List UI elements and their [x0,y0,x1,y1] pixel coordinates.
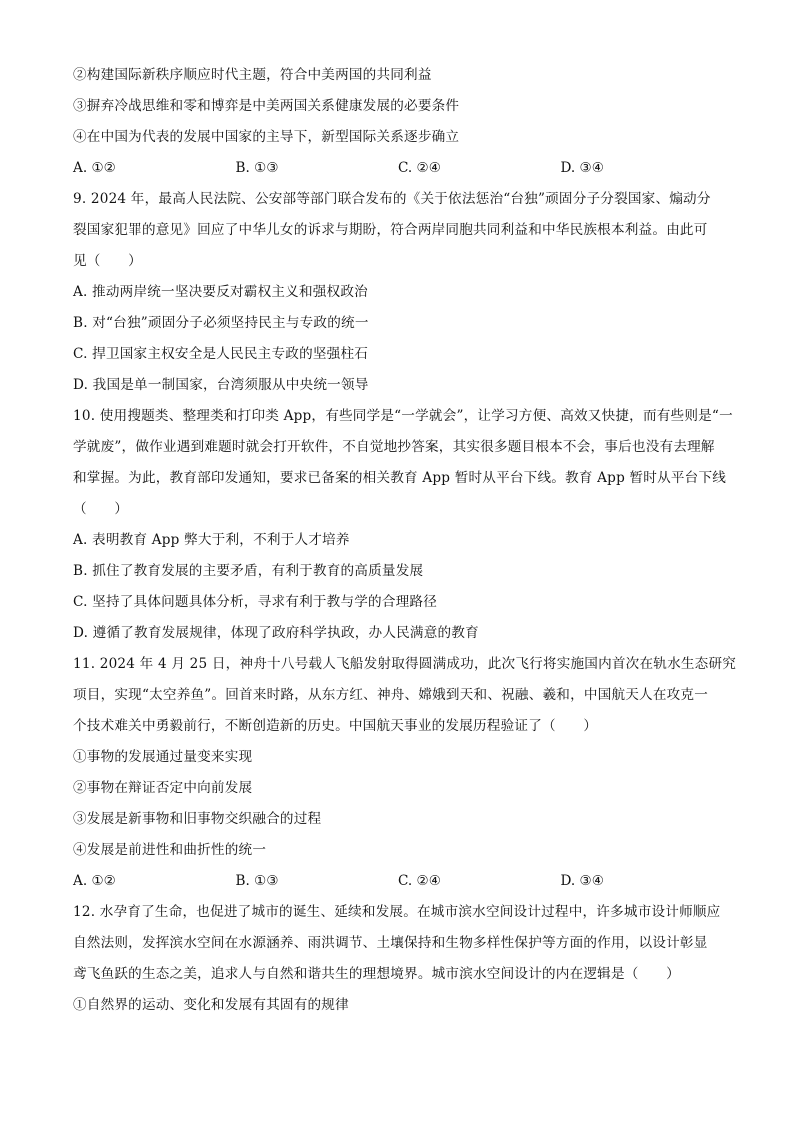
q9-option-c: C. 捍卫国家主权安全是人民民主专政的坚强柱石 [73,346,369,362]
q10-option-d: D. 遵循了教育发展规律，体现了政府科学执政，办人民满意的教育 [73,625,479,641]
q10-option-b: B. 抓住了教育发展的主要矛盾，有利于教育的高质量发展 [73,563,424,579]
q8-option-b: B. ①③ [235,160,279,176]
q12-stem-line: 鸢飞鱼跃的生态之美，追求人与自然和谐共生的理想境界。城市滨水空间设计的内在逻辑是（ ） [73,966,680,982]
q10-stem-line: 10. 使用搜题类、整理类和打印类 App，有些同学是“一学就会”，让学习方便、高效又快捷，而有些则是“一 [73,408,733,424]
q8-option-a: A. ①② [73,160,116,176]
q9-option-b: B. 对“台独”顽固分子必须坚持民主与专政的统一 [73,315,369,331]
q11-option-b: B. ①③ [235,873,279,889]
q12-stem-line: 自然法则，发挥滨水空间在水源涵养、雨洪调节、土壤保持和生物多样性保护等方面的作用，以设计彰显 [73,935,708,951]
question-9 [73,184,723,401]
question-11 [73,649,737,897]
q11-option-d: D. ③④ [560,873,604,889]
q10-option-c: C. 坚持了具体问题具体分析，寻求有利于教与学的合理路径 [73,594,438,610]
q12-item-1: ①自然界的运动、变化和发展有其固有的规律 [73,997,349,1013]
q9-option-d: D. 我国是单一制国家，台湾须服从中央统一领导 [73,377,369,393]
exam-page [73,60,737,1021]
q9-option-a: A. 推动两岸统一坚决要反对霸权主义和强权政治 [73,284,368,300]
q8-option-c: C. ②④ [398,160,441,176]
q11-stem-line: 项目，实现“太空养鱼”。回首来时路，从东方红、神舟、嫦娥到天和、祝融、羲和，中国航天人在攻克一 [73,687,709,703]
q9-stem-line: 见（ ） [73,253,142,269]
q11-options [73,866,723,897]
q9-stem-line: 裂国家犯罪的意见》回应了中华儿女的诉求与期盼，符合两岸同胞共同利益和中华民族根本利益。由此可 [73,222,708,238]
q8-continued-items [73,60,723,153]
q11-stem-line: 11. 2024 年 4 月 25 日，神舟十八号载人飞船发射取得圆满成功，此次飞行将实施国内首次在轨水生态研究 [73,656,737,672]
question-10 [73,401,733,649]
q10-stem-line: 和掌握。为此，教育部印发通知，要求已备案的相关教育 App 暂时从平台下线。教育 App 暂时从平台下线 [73,470,727,486]
q12-stem-line: 12. 水孕育了生命，也促进了城市的诞生、延续和发展。在城市滨水空间设计过程中，许多城市设计师顺应 [73,904,721,920]
q11-option-c: C. ②④ [398,873,441,889]
q11-item-4: ④发展是前进性和曲折性的统一 [73,842,267,858]
q8-item-2: ②构建国际新秩序顺应时代主题，符合中美两国的共同利益 [73,67,432,83]
q8-item-4: ④在中国为代表的发展中国家的主导下，新型国际关系逐步确立 [73,129,460,145]
q10-option-a: A. 表明教育 App 弊大于利，不利于人才培养 [73,532,350,548]
q8-item-3: ③摒弃冷战思维和零和博弈是中美两国关系健康发展的必要条件 [73,98,460,114]
q8-option-d: D. ③④ [560,160,604,176]
q11-item-3: ③发展是新事物和旧事物交织融合的过程 [73,811,322,827]
q11-stem-line: 个技术难关中勇毅前行，不断创造新的历史。中国航天事业的发展历程验证了（ ） [73,718,598,734]
q11-option-a: A. ①② [73,873,116,889]
q9-stem-line: 9. 2024 年，最高人民法院、公安部等部门联合发布的《关于依法惩治“台独”顽固分子分裂国家、煽动分 [73,191,711,207]
q8-options [73,153,723,184]
q11-item-1: ①事物的发展通过量变来实现 [73,749,253,765]
question-12 [73,897,723,1021]
q10-stem-line: （ ） [73,501,129,517]
q10-stem-line: 学就废”，做作业遇到难题时就会打开软件，不自觉地抄答案，其实很多题目根本不会，事后也没有去理解 [73,439,715,455]
q11-item-2: ②事物在辩证否定中向前发展 [73,780,253,796]
